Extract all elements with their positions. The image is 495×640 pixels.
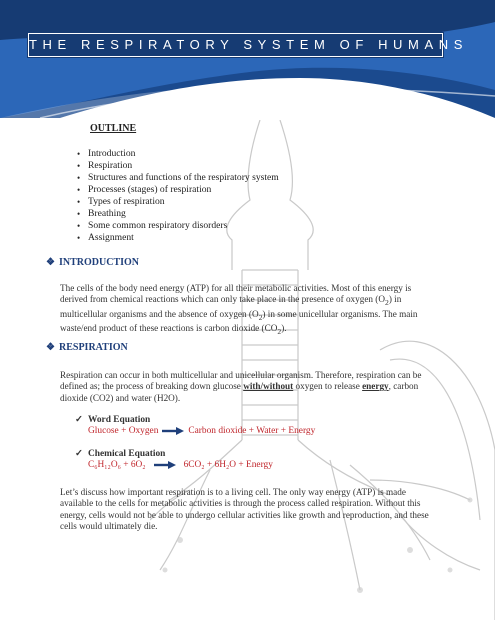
list-item: • Introduction xyxy=(77,148,136,159)
check-icon: ✓ xyxy=(75,415,83,425)
bullet-icon: • xyxy=(77,221,81,231)
bullet-icon: • xyxy=(77,233,81,243)
check-icon: ✓ xyxy=(75,449,83,459)
respiration-heading: ❖ RESPIRATION xyxy=(46,342,128,353)
with-without-emphasis: with/without xyxy=(243,381,294,392)
energy-emphasis: energy xyxy=(362,381,389,392)
closing-paragraph: Let’s discuss how important respiration is to a living cell. The only way energy (ATP) is made available to the cells for metabolic activities is through the process called respiration. Without this energy, cells would not be able to undergo cellular activities like growth and reproduction, and these cells would ultimately die. xyxy=(60,487,429,532)
list-item: • Types of respiration xyxy=(77,196,165,207)
bullet-icon: • xyxy=(77,185,81,195)
diamond-icon: ❖ xyxy=(46,342,55,353)
bullet-icon: • xyxy=(77,197,81,207)
bullet-icon: • xyxy=(77,173,81,183)
word-equation: Glucose + Oxygen Carbon dioxide + Water + Energy xyxy=(88,426,316,436)
diamond-icon: ❖ xyxy=(46,257,55,268)
chemical-equation: C₆H₁₂O₆ + 6O₂ 6CO₂ + 6H₂O + Energy xyxy=(88,460,273,470)
arrow-right-icon xyxy=(154,461,176,469)
list-item: • Structures and functions of the respiratory system xyxy=(77,172,279,183)
page-title: THE RESPIRATORY SYSTEM OF HUMANS xyxy=(29,37,469,52)
bullet-icon: • xyxy=(77,149,81,159)
bullet-icon: • xyxy=(77,161,81,171)
outline-heading: OUTLINE xyxy=(90,123,137,134)
respiration-paragraph: Respiration can occur in both multicellular and unicellular organism. Therefore, respiration can be defined as; the process of breaking down glucose with/without oxygen to release energy, carbon dioxide (CO2) and water (H2O). xyxy=(60,370,422,403)
list-item: • Some common respiratory disorders xyxy=(77,220,228,231)
word-equation-label: ✓ Word Equation xyxy=(75,415,151,425)
arrow-right-icon xyxy=(162,427,184,435)
list-item: • Assignment xyxy=(77,232,134,243)
introduction-paragraph: The cells of the body need energy (ATP) for all their metabolic activities. Most of this energy is derived from chemical reactions which can only take place in the presence of oxygen $(O_2)$ in multicellular organisms and the absence of oxygen $(O_2)$ in some unicellular organisms. The main waste/end product of these reactions is carbon dioxide $(CO_2)$. xyxy=(60,283,418,336)
list-item: • Respiration xyxy=(77,160,133,171)
chemical-equation-label: ✓ Chemical Equation xyxy=(75,449,166,459)
list-item: • Processes (stages) of respiration xyxy=(77,184,212,195)
outline-list xyxy=(77,148,279,244)
list-item: • Breathing xyxy=(77,208,126,219)
introduction-heading: ❖ INTRODUCTION xyxy=(46,257,140,268)
bullet-icon: • xyxy=(77,209,81,219)
